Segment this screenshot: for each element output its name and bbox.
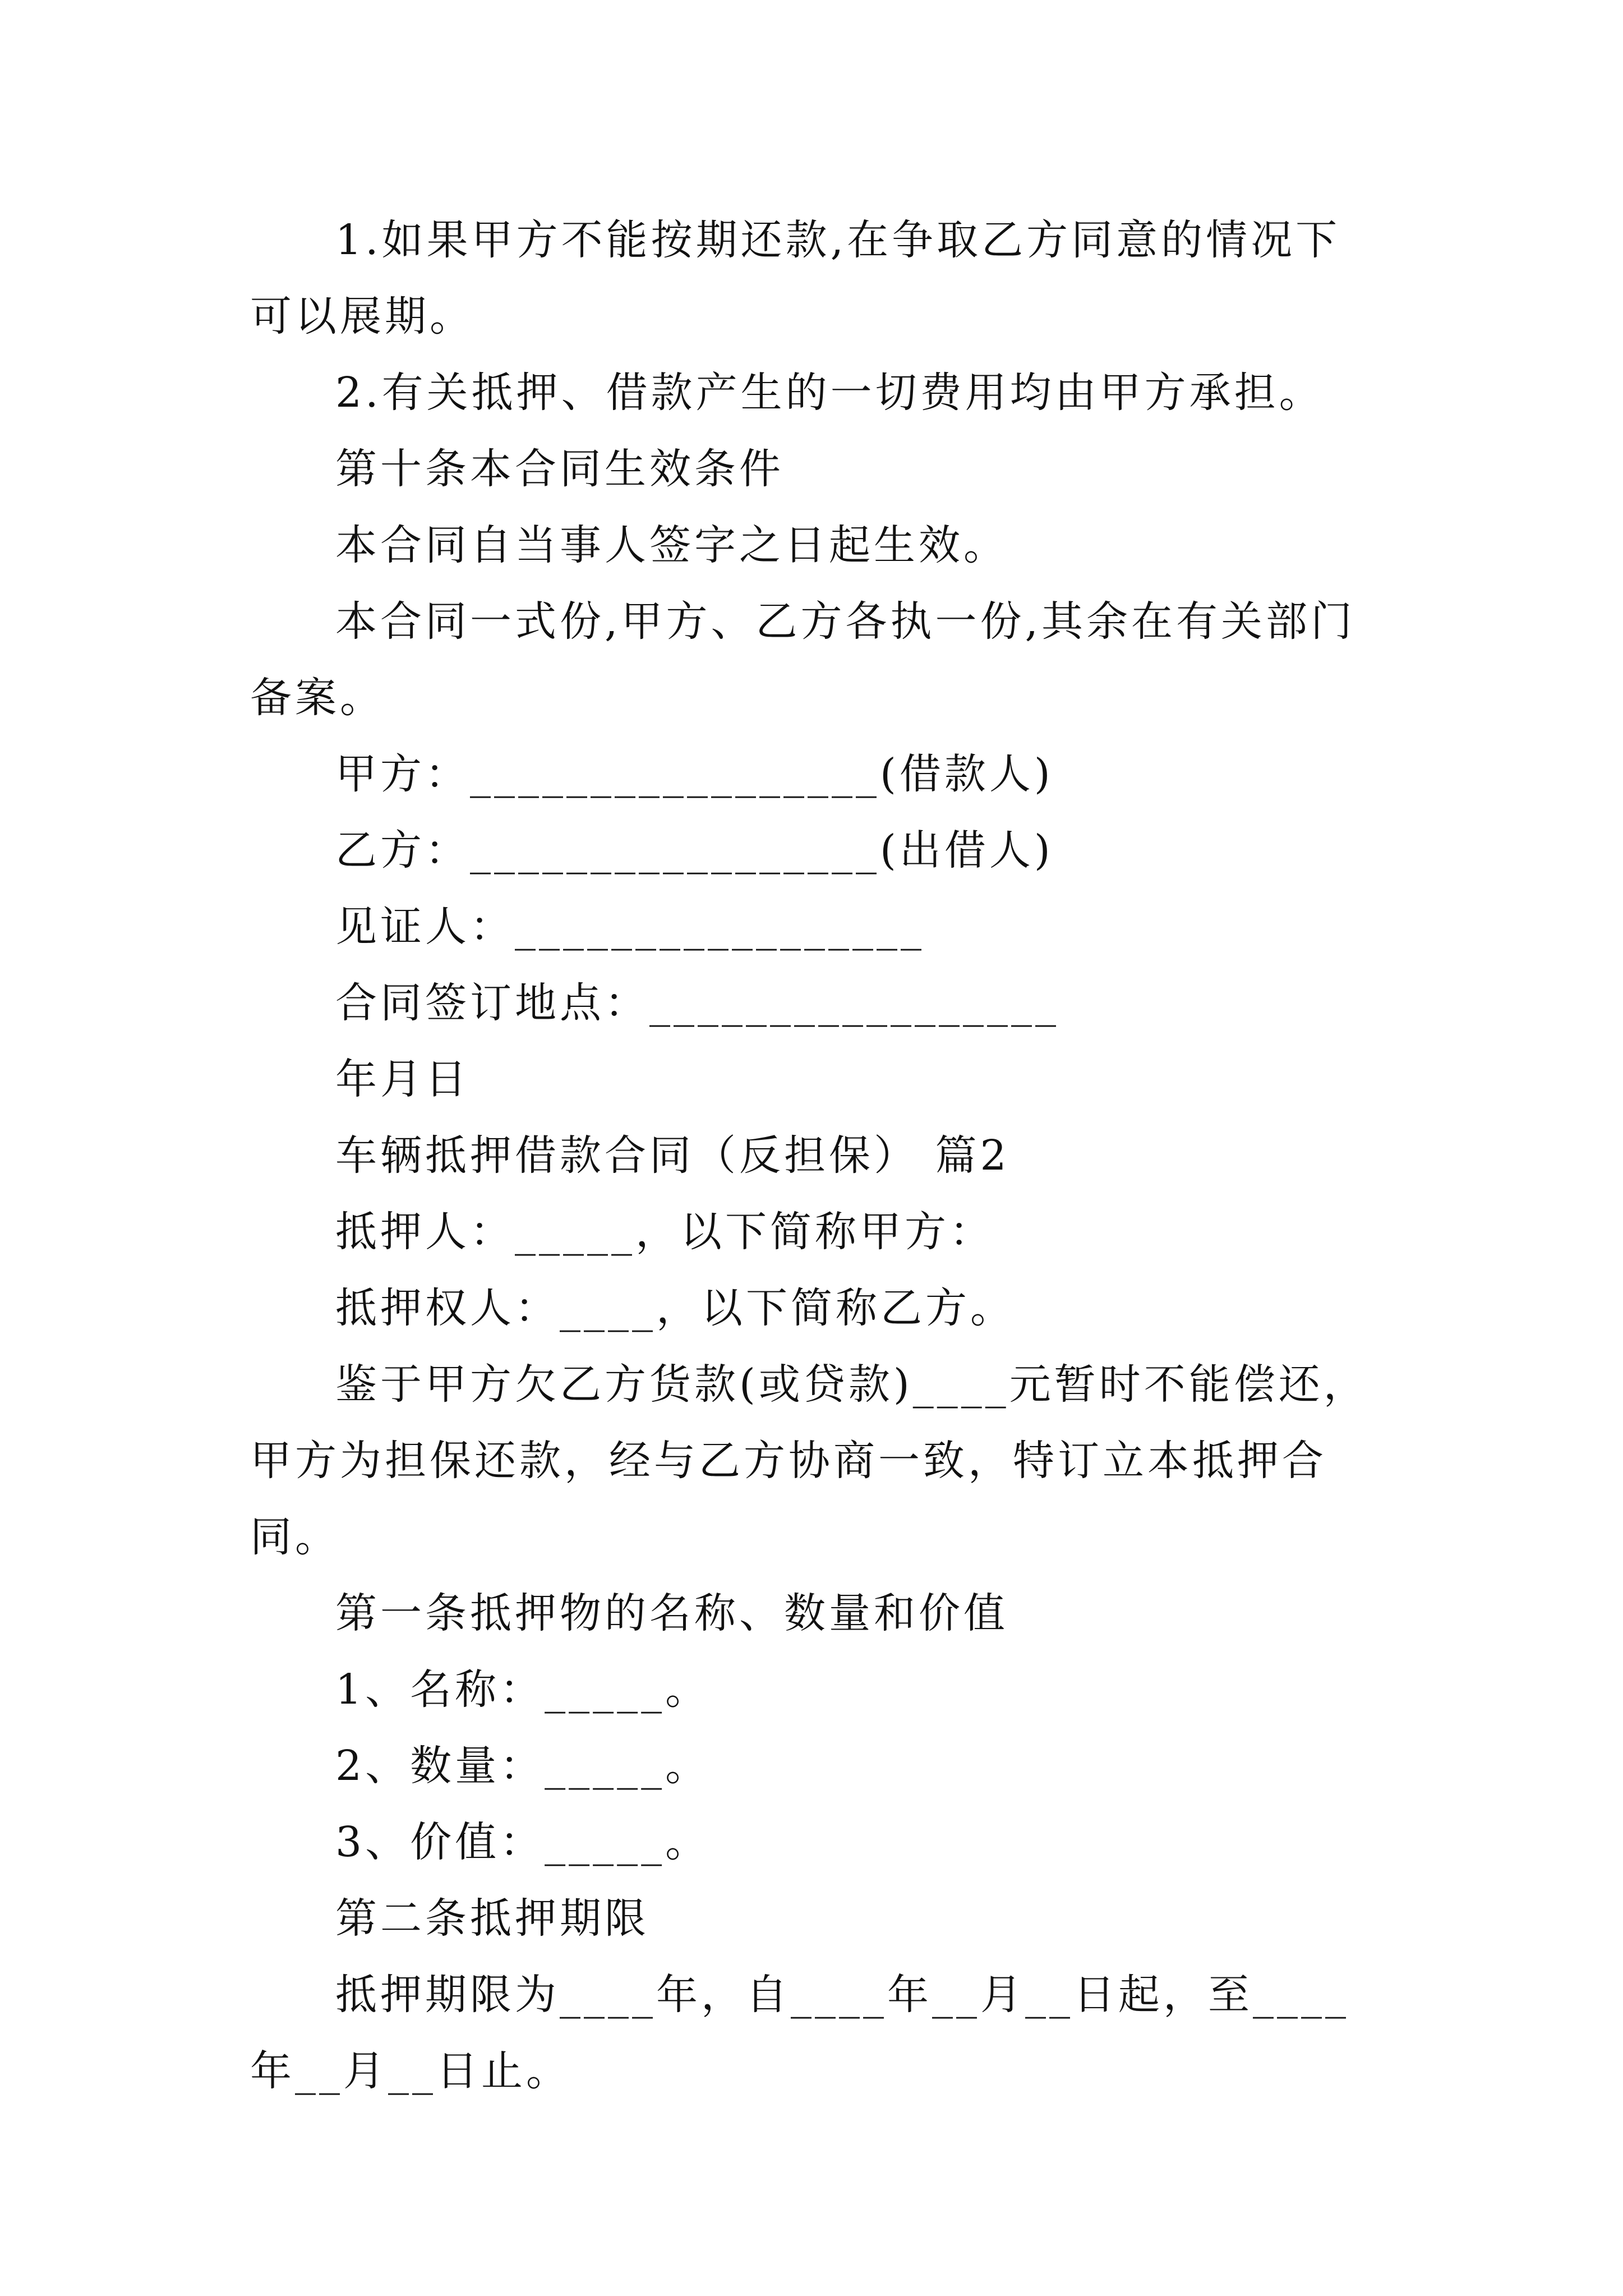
term-clause: 抵押期限为____年，自____年__月__日起，至____年__月__日止。 bbox=[250, 1971, 1349, 2095]
article-1-heading: 第一条抵押物的名称、数量和价值 bbox=[335, 1589, 1008, 1637]
mortgagor-line: 抵押人：_____，以下简称甲方： bbox=[335, 1208, 994, 1256]
effective-clause: 本合同自当事人签字之日起生效。 bbox=[335, 521, 1008, 569]
mortgagee-line: 抵押权人：____，以下简称乙方。 bbox=[335, 1284, 1015, 1332]
signing-location-line: 合同签订地点：_________________ bbox=[335, 979, 1059, 1027]
clause-extension: 1.如果甲方不能按期还款,在争取乙方同意的情况下可以展期。 bbox=[250, 216, 1341, 341]
item-quantity-line: 2、数量：_____。 bbox=[335, 1742, 711, 1790]
article-10-heading: 第十条本合同生效条件 bbox=[335, 445, 784, 493]
party-a-signature-line: 甲方：_________________(借款人) bbox=[335, 750, 1054, 798]
witness-signature-line: 见证人：_________________ bbox=[335, 903, 925, 951]
preamble-clause: 鉴于甲方欠乙方货款(或贷款)____元暂时不能偿还，甲方为担保还款，经与乙方协商一致，特订立本抵押合同。 bbox=[250, 1360, 1368, 1561]
copies-clause: 本合同一式份,甲方、乙方各执一份,其余在有关部门备案。 bbox=[250, 597, 1356, 722]
document-body bbox=[250, 202, 1383, 2109]
party-b-signature-line: 乙方：_________________(出借人) bbox=[335, 826, 1054, 875]
section-title: 车辆抵押借款合同（反担保） 篇2 bbox=[335, 1131, 1010, 1180]
date-line: 年月日 bbox=[335, 1055, 470, 1103]
item-value-line: 3、价值：_____。 bbox=[335, 1818, 711, 1866]
item-name-line: 1、名称：_____。 bbox=[335, 1665, 711, 1714]
clause-fees: 2.有关抵押、借款产生的一切费用均由甲方承担。 bbox=[335, 369, 1324, 417]
article-2-heading: 第二条抵押期限 bbox=[335, 1894, 649, 1943]
